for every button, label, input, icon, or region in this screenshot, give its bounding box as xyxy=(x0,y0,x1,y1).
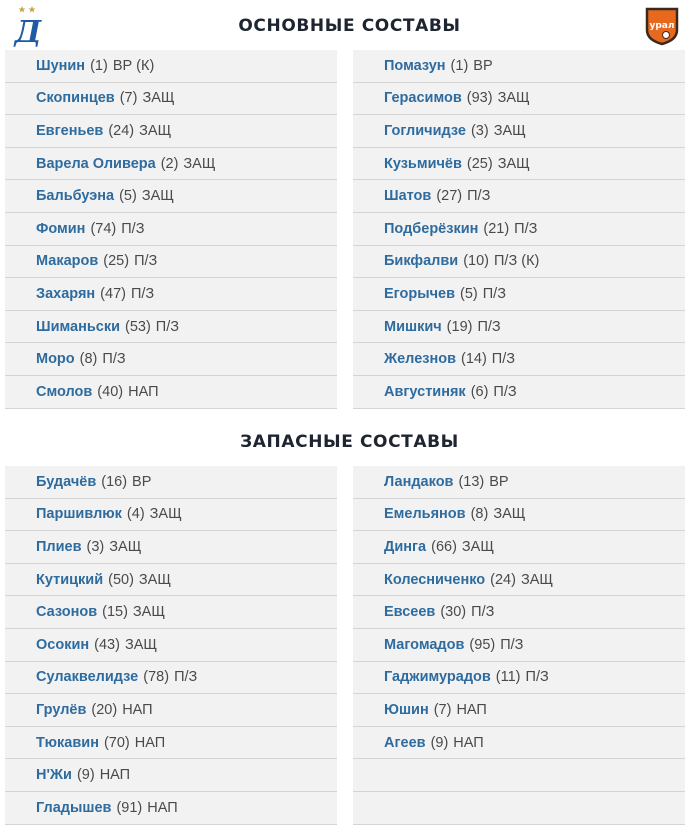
player-row xyxy=(353,50,685,83)
player-number: (25) xyxy=(103,253,130,270)
player-number: (70) xyxy=(103,734,130,751)
player-row xyxy=(5,148,337,181)
player-position: ЗАЩ xyxy=(132,604,165,621)
player-position: ВР xyxy=(489,473,509,490)
player-row xyxy=(5,629,337,662)
player-row xyxy=(353,311,685,344)
empty-row xyxy=(353,759,685,792)
player-position: НАП xyxy=(147,799,178,816)
player-number: (91) xyxy=(116,799,143,816)
player-number: (7) xyxy=(119,90,138,107)
player-row xyxy=(5,466,337,499)
player-position: ЗАЩ xyxy=(461,538,494,555)
player-name-link[interactable]: Агеев xyxy=(384,734,426,751)
player-name-link[interactable]: Мишкич xyxy=(384,318,442,335)
player-name-link[interactable]: Августиняк xyxy=(384,383,466,400)
player-row xyxy=(5,759,337,792)
player-number: (95) xyxy=(469,636,496,653)
home-lineup-list xyxy=(5,50,337,409)
player-name-link[interactable]: Помазун xyxy=(384,57,446,74)
player-position: НАП xyxy=(128,383,159,400)
player-row xyxy=(5,376,337,409)
player-name-link[interactable]: Кузьмичёв xyxy=(384,155,462,172)
player-number: (20) xyxy=(91,701,118,718)
player-position: НАП xyxy=(453,734,484,751)
player-number: (6) xyxy=(470,383,489,400)
player-row xyxy=(5,83,337,116)
player-name-link[interactable]: Будачёв xyxy=(36,473,97,490)
player-position: П/З xyxy=(491,351,516,368)
player-number: (4) xyxy=(126,506,145,523)
player-row xyxy=(353,629,685,662)
player-row xyxy=(353,694,685,727)
player-name-link[interactable]: Грулёв xyxy=(36,701,87,718)
player-row xyxy=(353,343,685,376)
player-position: П/З xyxy=(471,604,495,621)
player-row xyxy=(5,531,337,564)
player-number: (7) xyxy=(433,701,452,718)
player-row xyxy=(353,499,685,532)
player-name-link[interactable]: Шиманьски xyxy=(36,318,120,335)
player-position: П/З xyxy=(477,318,501,335)
player-number: (16) xyxy=(101,473,128,490)
player-number: (78) xyxy=(143,669,170,686)
player-row xyxy=(5,792,337,825)
player-number: (8) xyxy=(79,351,98,368)
dynamo-logo-letter: Д xyxy=(14,15,42,48)
player-row xyxy=(5,727,337,760)
player-position: ЗАЩ xyxy=(520,571,553,588)
player-name-link[interactable]: Осокин xyxy=(36,636,90,653)
player-position: НАП xyxy=(456,701,487,718)
player-position: П/З xyxy=(482,285,506,302)
player-position: НАП xyxy=(122,701,153,718)
player-position: П/З (К) xyxy=(494,253,540,270)
player-name-link[interactable]: Тюкавин xyxy=(36,734,99,751)
player-position: ЗАЩ xyxy=(138,571,171,588)
player-position: ВР (К) xyxy=(112,57,155,74)
player-row xyxy=(353,180,685,213)
player-name-link[interactable]: Динга xyxy=(384,538,427,555)
player-position: ВР xyxy=(132,473,152,490)
away-lineup-list xyxy=(353,50,685,409)
player-position: НАП xyxy=(99,767,131,784)
player-number: (21) xyxy=(483,220,510,237)
player-row xyxy=(5,50,337,83)
player-row xyxy=(353,564,685,597)
player-name-link[interactable]: Гаджимурадов xyxy=(384,669,491,686)
player-number: (5) xyxy=(119,188,137,205)
player-name-link[interactable]: Подберёзкин xyxy=(384,220,479,237)
player-position: НАП xyxy=(134,734,166,751)
player-position: П/З xyxy=(134,253,158,270)
player-number: (30) xyxy=(440,604,467,621)
player-row xyxy=(5,115,337,148)
player-name-link[interactable]: Колесниченко xyxy=(384,571,486,588)
player-number: (74) xyxy=(90,220,117,237)
player-name-link[interactable]: Сазонов xyxy=(36,604,98,621)
player-number: (8) xyxy=(470,506,489,523)
player-row xyxy=(5,311,337,344)
player-row xyxy=(353,148,685,181)
player-name-link[interactable]: Паршивлюк xyxy=(36,506,122,523)
player-number: (9) xyxy=(76,767,95,784)
player-name-link[interactable]: Гогличидзе xyxy=(384,122,466,139)
player-number: (13) xyxy=(458,473,485,490)
player-number: (5) xyxy=(460,285,478,302)
player-number: (40) xyxy=(97,383,124,400)
ural-logo xyxy=(644,6,680,46)
player-name-link[interactable]: Фомин xyxy=(36,220,86,237)
player-position: П/З xyxy=(130,285,155,302)
player-position: ЗАЩ xyxy=(124,636,157,653)
player-number: (10) xyxy=(463,253,489,270)
player-position: ЗАЩ xyxy=(149,506,182,523)
player-number: (9) xyxy=(430,734,449,751)
player-number: (25) xyxy=(466,155,493,172)
player-name-link[interactable]: Емельянов xyxy=(384,506,466,523)
player-name-link[interactable]: Бикфалви xyxy=(384,253,459,270)
player-row xyxy=(5,596,337,629)
player-name-link[interactable]: Шатов xyxy=(384,188,432,205)
player-number: (14) xyxy=(461,351,487,368)
empty-row xyxy=(353,792,685,825)
player-name-link[interactable]: Бальбуэна xyxy=(36,188,115,205)
player-number: (47) xyxy=(100,285,126,302)
player-position: ЗАЩ xyxy=(497,90,530,107)
player-row xyxy=(353,466,685,499)
player-position: П/З xyxy=(102,351,126,368)
player-number: (93) xyxy=(466,90,493,107)
player-name-link[interactable]: Варела Оливера xyxy=(36,155,156,172)
player-number: (15) xyxy=(102,604,128,621)
ural-logo-text: урал xyxy=(649,21,675,31)
player-position: П/З xyxy=(121,220,145,237)
player-name-link[interactable]: Егорычев xyxy=(384,285,456,302)
player-number: (3) xyxy=(470,122,489,139)
player-number: (66) xyxy=(431,538,457,555)
player-row xyxy=(353,727,685,760)
player-position: ЗАЩ xyxy=(493,506,526,523)
player-name-link[interactable]: Евсеев xyxy=(384,604,436,621)
player-row xyxy=(5,278,337,311)
player-name-link[interactable]: Железнов xyxy=(384,351,456,368)
player-number: (27) xyxy=(436,188,463,205)
player-position: П/З xyxy=(525,669,549,686)
player-number: (43) xyxy=(94,636,120,653)
player-row xyxy=(5,246,337,279)
player-name-link[interactable]: Смолов xyxy=(36,383,93,400)
player-row xyxy=(353,83,685,116)
player-name-link[interactable]: Магомадов xyxy=(384,636,465,653)
player-row xyxy=(5,180,337,213)
player-row xyxy=(5,694,337,727)
player-position: ЗАЩ xyxy=(141,188,174,205)
player-name-link[interactable]: Герасимов xyxy=(384,90,462,107)
player-number: (1) xyxy=(90,57,108,74)
player-row xyxy=(353,278,685,311)
substitutes-title: ЗАПАСНЫЕ СОСТАВЫ xyxy=(240,432,459,452)
player-name-link[interactable]: Кутицкий xyxy=(36,571,104,588)
player-row xyxy=(353,376,685,409)
player-name-link[interactable]: Н'Жи xyxy=(36,767,72,784)
player-name-link[interactable]: Юшин xyxy=(384,701,429,718)
player-number: (50) xyxy=(108,571,134,588)
player-name-link[interactable]: Сулаквелидзе xyxy=(36,669,139,686)
player-position: П/З xyxy=(174,669,198,686)
lineups-title: ОСНОВНЫЕ СОСТАВЫ xyxy=(238,16,461,36)
player-number: (53) xyxy=(125,318,151,335)
player-row xyxy=(353,596,685,629)
player-row xyxy=(353,213,685,246)
player-name-link[interactable]: Плиев xyxy=(36,538,82,555)
player-position: П/З xyxy=(155,318,180,335)
player-name-link[interactable]: Гладышев xyxy=(36,799,112,816)
away-substitutes-list xyxy=(353,466,685,825)
player-position: П/З xyxy=(493,383,517,400)
player-row xyxy=(353,115,685,148)
player-position: П/З xyxy=(514,220,538,237)
player-number: (19) xyxy=(446,318,473,335)
player-name-link[interactable]: Макаров xyxy=(36,253,99,270)
player-number: (24) xyxy=(490,571,516,588)
player-number: (24) xyxy=(108,122,135,139)
player-number: (11) xyxy=(495,669,521,686)
player-position: П/З xyxy=(500,636,524,653)
player-number: (2) xyxy=(160,155,179,172)
player-name-link[interactable]: Ландаков xyxy=(384,473,454,490)
player-position: П/З xyxy=(467,188,491,205)
player-position: ЗАЩ xyxy=(139,122,172,139)
player-row xyxy=(5,499,337,532)
player-row xyxy=(353,246,685,279)
player-name-link[interactable]: Евгеньев xyxy=(36,122,104,139)
player-name-link[interactable]: Скопинцев xyxy=(36,90,115,107)
player-position: ЗАЩ xyxy=(183,155,216,172)
player-name-link[interactable]: Моро xyxy=(36,351,75,368)
player-position: ЗАЩ xyxy=(109,538,142,555)
player-row xyxy=(5,662,337,695)
player-position: ЗАЩ xyxy=(497,155,530,172)
home-substitutes-list xyxy=(5,466,337,825)
player-name-link[interactable]: Шунин xyxy=(36,57,86,74)
player-row xyxy=(353,662,685,695)
player-row xyxy=(353,531,685,564)
player-row xyxy=(5,343,337,376)
player-number: (3) xyxy=(86,538,105,555)
player-position: ЗАЩ xyxy=(142,90,175,107)
player-position: ЗАЩ xyxy=(493,122,526,139)
player-row xyxy=(5,564,337,597)
player-number: (1) xyxy=(450,57,469,74)
player-row xyxy=(5,213,337,246)
player-position: ВР xyxy=(473,57,493,74)
player-name-link[interactable]: Захарян xyxy=(36,285,96,302)
